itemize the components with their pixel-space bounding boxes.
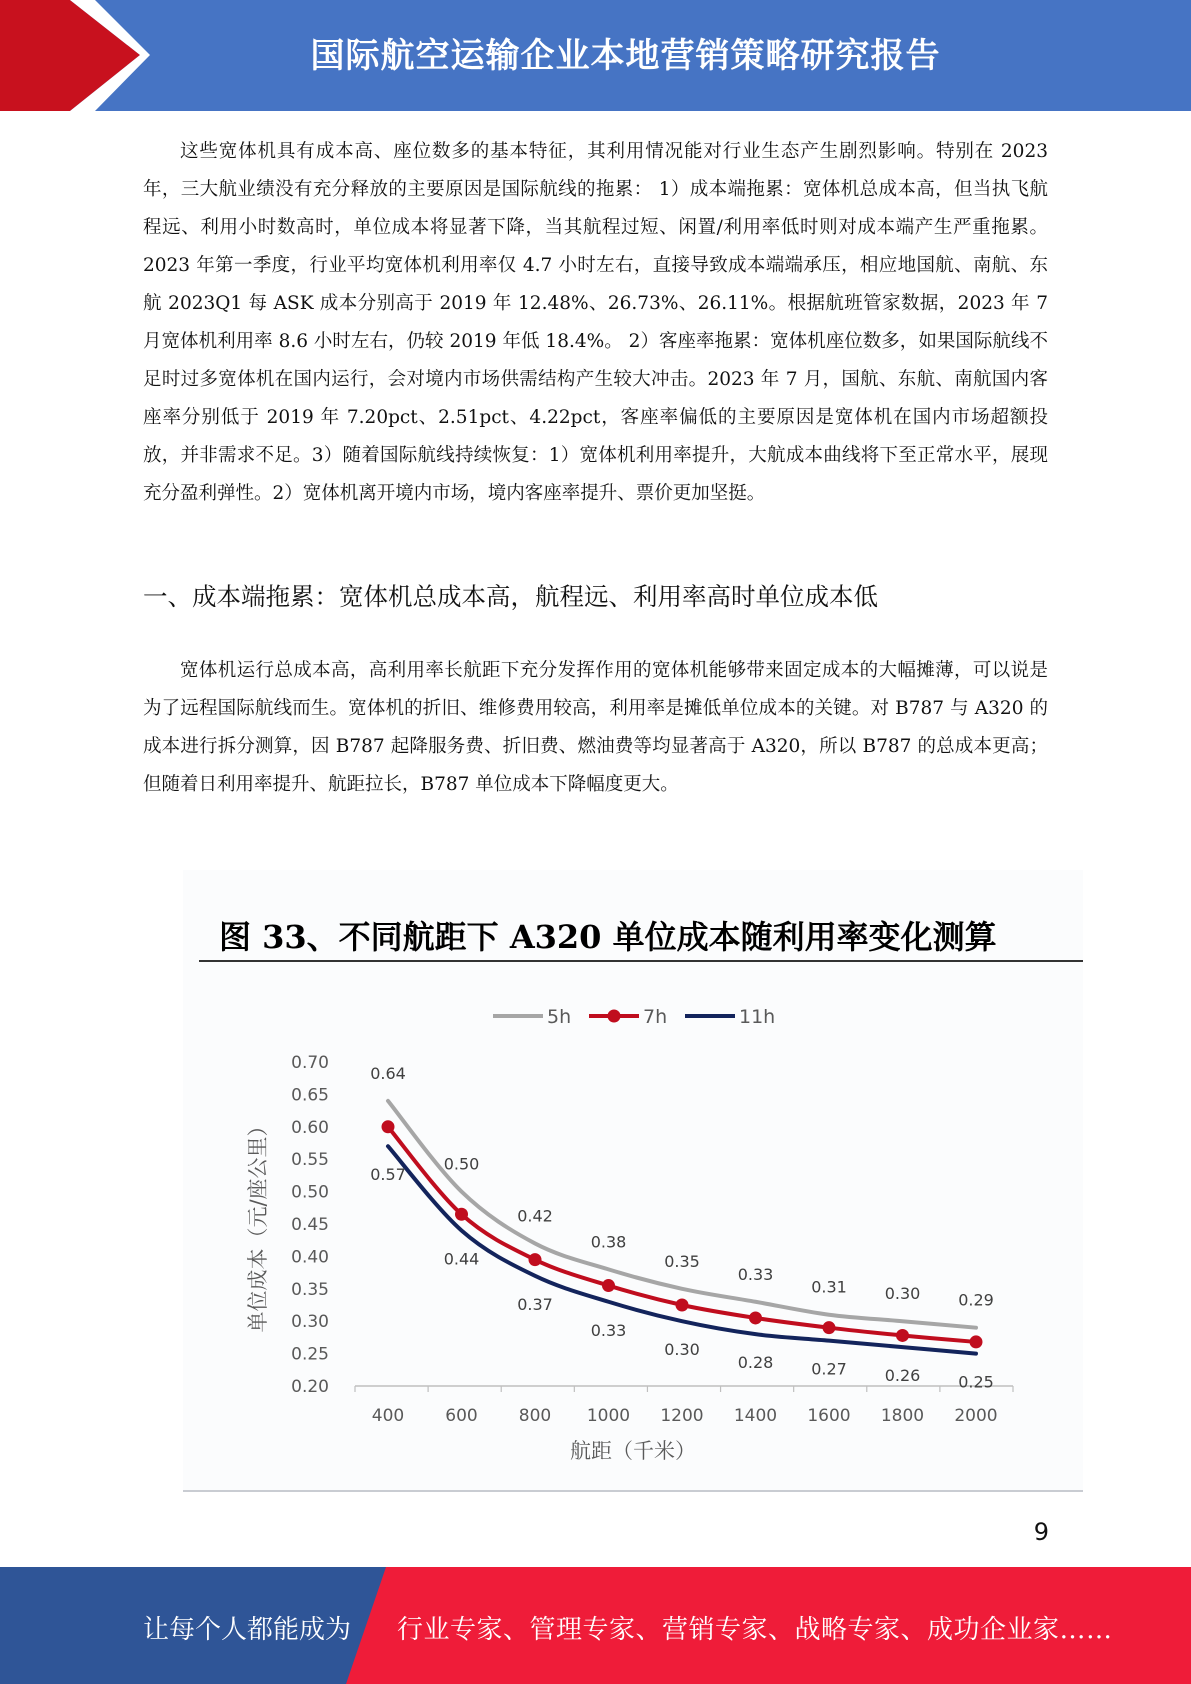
data-label-11h: 0.44: [443, 1249, 480, 1269]
y-tick-label: 0.20: [291, 1377, 329, 1397]
footer-slogan-right: 行业专家、管理专家、营销专家、战略专家、成功企业家……: [397, 1615, 1113, 1645]
legend-label-5h: 5h: [547, 1006, 572, 1028]
data-label-5h: 0.35: [664, 1251, 700, 1271]
y-tick-label: 0.50: [291, 1182, 329, 1203]
chart-title: 图 33、不同航距下 A320 单位成本随利用率变化测算: [219, 918, 997, 956]
data-label-11h: 0.28: [737, 1353, 774, 1373]
data-point-7h: [970, 1335, 983, 1348]
data-label-5h: 0.38: [590, 1232, 627, 1252]
data-label-5h: 0.29: [958, 1290, 994, 1310]
legend-label-7h: 7h: [643, 1006, 668, 1028]
y-tick-label: 0.60: [291, 1117, 329, 1138]
data-label-11h: 0.33: [590, 1320, 627, 1340]
data-point-7h: [896, 1329, 909, 1342]
y-tick-label: 0.45: [291, 1215, 329, 1235]
data-label-5h: 0.30: [884, 1284, 921, 1304]
y-tick-label: 0.30: [291, 1312, 329, 1333]
data-label-5h: 0.31: [811, 1277, 847, 1297]
y-tick-label: 0.25: [291, 1344, 329, 1365]
data-point-7h: [455, 1208, 468, 1221]
y-tick-label: 0.65: [291, 1085, 329, 1106]
data-label-11h: 0.27: [811, 1359, 847, 1379]
page-number: 9: [1033, 1518, 1049, 1546]
page-header: [0, 0, 1191, 111]
legend-label-11h: 11h: [739, 1006, 776, 1028]
x-axis-title: 航距（千米）: [570, 1439, 696, 1463]
footer-slogan-left: 让每个人都能成为: [143, 1615, 352, 1645]
y-tick-label: 0.70: [291, 1053, 329, 1073]
data-point-7h: [676, 1299, 689, 1312]
x-tick-label: 600: [445, 1406, 478, 1426]
data-point-7h: [602, 1279, 615, 1292]
data-point-7h: [749, 1311, 762, 1324]
page-footer: [0, 1567, 1191, 1684]
data-label-5h: 0.33: [737, 1264, 774, 1284]
y-tick-label: 0.40: [291, 1247, 329, 1268]
data-label-11h: 0.25: [958, 1372, 994, 1392]
x-tick-label: 400: [371, 1406, 405, 1426]
data-label-5h: 0.64: [370, 1063, 406, 1083]
data-label-11h: 0.26: [884, 1366, 921, 1386]
y-tick-label: 0.35: [291, 1279, 329, 1300]
x-tick-label: 1400: [733, 1406, 778, 1426]
line-chart: [183, 870, 1083, 1490]
body-paragraph-2: 宽体机运行总成本高，高利用率长航距下充分发挥作用的宽体机能够带来固定成本的大幅摊薄，可以说是为了远程国际航线而生。宽体机的折旧、维修费用较高，利用率是摊低单位成本的关键。对 B787 与 A320 的成本进行拆分测算，因 B787 起降服务费、折旧费、燃油费等均显著高于 A320，所以 B787 的总成本更高；但随着日利用率提升、航距拉长，B787 单位成本下降幅度更大。: [143, 660, 1048, 795]
data-point-7h: [382, 1120, 395, 1133]
y-tick-label: 0.55: [291, 1150, 329, 1171]
x-tick-label: 1000: [586, 1406, 631, 1426]
data-label-5h: 0.42: [517, 1206, 553, 1226]
data-label-5h: 0.50: [443, 1154, 480, 1174]
x-tick-label: 1200: [660, 1406, 704, 1426]
x-tick-label: 2000: [954, 1406, 998, 1426]
x-tick-label: 1600: [807, 1406, 851, 1426]
chart-figure: [183, 870, 1083, 1492]
x-tick-label: 1800: [880, 1406, 925, 1426]
body-paragraph-1: 这些宽体机具有成本高、座位数多的基本特征，其利用情况能对行业生态产生剧烈影响。特别在 2023 年，三大航业绩没有充分释放的主要原因是国际航线的拖累： 1）成本端拖累：宽体机总成本高，但当执飞航程远、利用小时数高时，单位成本将显著下降，当其航程过短、闲置/利用率低时则对成本端产生严重拖累。2023 年第一季度，行业平均宽体机利用率仅 4.7 小时左右，直接导致成本端端承压，相应地国航、南航、东航 2023Q1 每 ASK 成本分别高于 2019 年 12.48%、26.73%、26.11%。根据航班管家数据，2023 年 7 月宽体机利用率 8.6 小时左右，仍较 2019 年低 18.4%。 2）客座率拖累：宽体机座位数多，如果国际航线不足时过多宽体机在国内运行，会对境内市场供需结构产生较大冲击。2023 年 7 月，国航、东航、南航国内客座率分别低于 2019 年 7.20pct、2.51pct、4.22pct，客座率偏低的主要原因是宽体机在国内市场超额投放，并非需求不足。3）随着国际航线持续恢复：1）宽体机利用率提升，大航成本曲线将下至正常水平，展现充分盈利弹性。2）宽体机离开境内市场，境内客座率提升、票价更加坚挺。: [143, 141, 1048, 504]
report-title: 国际航空运输企业本地营销策略研究报告: [310, 36, 941, 76]
data-label-11h: 0.37: [517, 1294, 553, 1314]
x-tick-label: 800: [518, 1406, 552, 1426]
data-point-7h: [823, 1321, 836, 1334]
data-label-11h: 0.57: [370, 1165, 406, 1185]
data-label-11h: 0.30: [664, 1340, 700, 1360]
section-heading: 一、成本端拖累：宽体机总成本高，航程远、利用率高时单位成本低: [143, 582, 878, 611]
y-axis-title: 单位成本（元/座公里）: [246, 1115, 270, 1333]
data-point-7h: [529, 1253, 542, 1266]
legend-marker-7h: [608, 1010, 621, 1023]
